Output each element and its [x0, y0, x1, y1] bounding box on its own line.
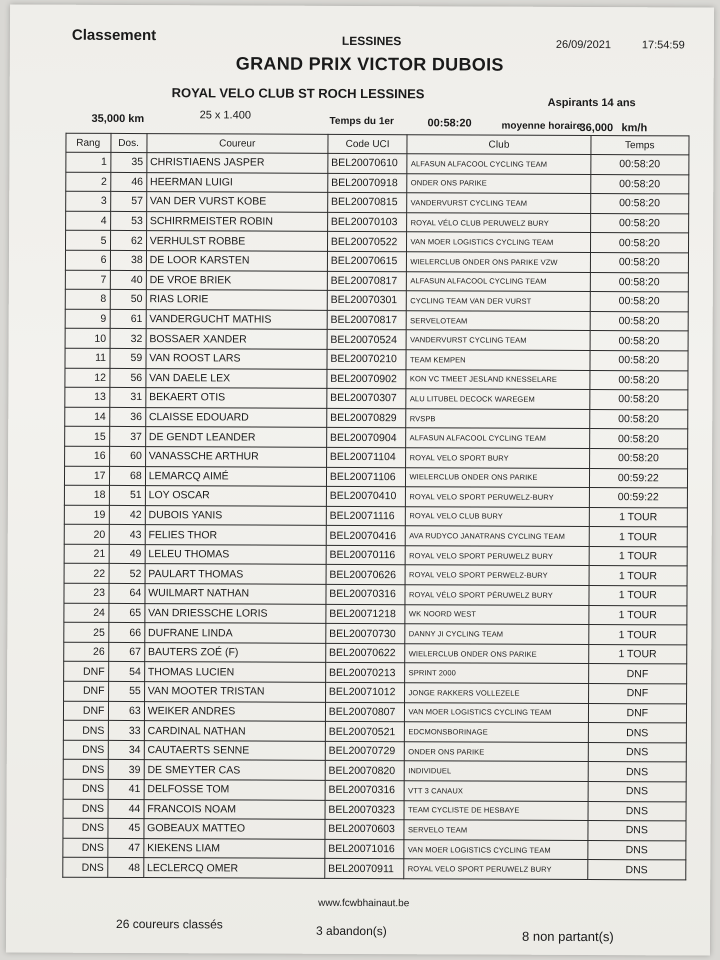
cell-dos: 38: [110, 250, 146, 270]
table-row: [64, 524, 687, 546]
table-row: [65, 368, 688, 390]
cell-temps: 00:58:20: [590, 311, 688, 331]
cell-club: VAN MOER LOGISTICS CYCLING TEAM: [405, 702, 588, 722]
cell-dos: 55: [108, 681, 144, 701]
cell-dos: 35: [110, 152, 146, 172]
cell-coureur: DE VROE BRIEK: [146, 270, 327, 290]
cell-dos: 44: [108, 799, 144, 819]
cell-club: WIELERCLUB ONDER ONS PARIKE: [406, 467, 589, 487]
footer-website: www.fcwbhainaut.be: [318, 897, 410, 910]
first-time-label: Temps du 1er: [329, 115, 394, 128]
table-row: [63, 720, 686, 742]
cell-uci: BEL20070902: [327, 369, 407, 389]
race-laps: 25 x 1.400: [199, 109, 251, 122]
cell-club: EDCMONSBORINAGE: [405, 722, 588, 742]
cell-temps: 00:58:20: [589, 409, 687, 429]
cell-club: ALFASUN ALFACOOL CYCLING TEAM: [406, 428, 589, 448]
cell-coureur: VAN DRIESSCHE LORIS: [145, 603, 326, 623]
cell-rang: DNS: [63, 779, 108, 799]
table-row: [64, 662, 687, 684]
cell-coureur: LECLERCQ OMER: [143, 858, 324, 878]
cell-rang: DNF: [64, 662, 109, 682]
cell-rang: 9: [65, 309, 110, 329]
table-row: [63, 779, 686, 801]
cell-coureur: DE SMEYTER CAS: [144, 760, 325, 780]
cell-dos: 53: [110, 211, 146, 231]
cell-dos: 34: [108, 740, 144, 760]
cell-club: CYCLING TEAM VAN DER VURST: [407, 291, 590, 311]
results-body: [63, 152, 689, 880]
results-table: [62, 133, 689, 881]
print-time: 17:54:59: [641, 39, 685, 52]
cell-club: VAN MOER LOGISTICS CYCLING TEAM: [407, 232, 590, 252]
cell-uci: BEL20070301: [327, 291, 407, 311]
cell-club: RVSPB: [406, 408, 589, 428]
cell-uci: BEL20071106: [326, 467, 406, 487]
cell-coureur: DE LOOR KARSTEN: [146, 251, 327, 271]
table-row: [64, 485, 687, 507]
cell-rang: 20: [64, 524, 109, 544]
cell-temps: 00:58:20: [590, 292, 688, 312]
cell-coureur: CLAISSE EDOUARD: [145, 407, 326, 427]
cell-rang: DNF: [63, 701, 108, 721]
cell-coureur: WUILMART NATHAN: [145, 584, 326, 604]
cell-club: VAN MOER LOGISTICS CYCLING TEAM: [404, 839, 587, 859]
cell-temps: 1 TOUR: [588, 625, 686, 645]
cell-coureur: FELIES THOR: [145, 525, 326, 545]
cell-rang: 8: [65, 289, 110, 309]
cell-uci: BEL20071104: [326, 447, 406, 467]
avg-speed-unit: km/h: [621, 122, 648, 135]
cell-rang: 19: [64, 505, 109, 525]
cell-coureur: WEIKER ANDRES: [144, 701, 325, 721]
cell-temps: 00:58:20: [590, 213, 688, 233]
cell-coureur: DUBOIS YANIS: [145, 505, 326, 525]
cell-uci: BEL20070730: [326, 624, 406, 644]
cell-rang: 3: [66, 191, 111, 211]
cell-uci: BEL20070210: [327, 349, 407, 369]
cell-temps: 00:58:20: [590, 331, 688, 351]
cell-dos: 33: [108, 721, 144, 741]
table-row: [66, 191, 689, 213]
cell-club: ROYAL VÉLO SPORT PÉRUWELZ BURY: [405, 585, 588, 605]
cell-uci: BEL20071116: [326, 506, 406, 526]
cell-club: TEAM CYCLISTE DE HESBAYE: [405, 800, 588, 820]
footer-non-partants: 8 non partant(s): [521, 928, 614, 945]
cell-club: ROYAL VELO SPORT PERUWELZ-BURY: [406, 487, 589, 507]
cell-uci: BEL20070410: [326, 486, 406, 506]
table-row: [65, 231, 688, 253]
cell-dos: 49: [109, 544, 145, 564]
table-row: [64, 505, 687, 527]
cell-rang: 24: [64, 603, 109, 623]
cell-uci: BEL20070615: [327, 251, 407, 271]
cell-dos: 57: [110, 192, 146, 212]
cell-temps: 00:58:20: [590, 252, 688, 272]
cell-dos: 63: [108, 701, 144, 721]
cell-club: ROYAL VÉLO CLUB PERUWELZ BURY: [407, 212, 590, 232]
cell-club: TEAM KEMPEN: [406, 350, 589, 370]
cell-uci: BEL20070829: [327, 408, 407, 428]
table-row: [66, 172, 689, 194]
cell-uci: BEL20070116: [326, 545, 406, 565]
cell-dos: 42: [109, 505, 145, 525]
table-row: [63, 818, 686, 840]
cell-rang: 2: [66, 172, 111, 192]
cell-temps: 00:58:20: [589, 390, 687, 410]
cell-dos: 43: [109, 525, 145, 545]
cell-dos: 66: [108, 623, 144, 643]
cell-club: AVA RUDYCO JANATRANS CYCLING TEAM: [406, 526, 589, 546]
cell-uci: BEL20070524: [327, 330, 407, 350]
table-row: [65, 329, 688, 351]
cell-temps: DNS: [588, 801, 686, 821]
results-sheet: [6, 4, 714, 955]
cell-coureur: SCHIRRMEISTER ROBIN: [146, 211, 327, 231]
cell-club: VANDERVURST CYCLING TEAM: [407, 193, 590, 213]
cell-club: ALU LITUBEL DECOCK WAREGEM: [406, 389, 589, 409]
cell-rang: 11: [65, 348, 110, 368]
table-row: [63, 838, 686, 860]
cell-uci: BEL20070918: [328, 173, 408, 193]
cell-uci: BEL20071012: [325, 682, 405, 702]
cell-coureur: FRANCOIS NOAM: [144, 799, 325, 819]
col-rang: Rang: [66, 133, 111, 152]
cell-uci: BEL20070416: [326, 526, 406, 546]
cell-dos: 61: [110, 309, 146, 329]
cell-rang: DNS: [63, 799, 108, 819]
cell-dos: 47: [107, 838, 143, 858]
organizer-club: ROYAL VELO CLUB ST ROCH LESSINES: [171, 85, 425, 102]
cell-dos: 31: [109, 388, 145, 408]
cell-dos: 36: [109, 407, 145, 427]
cell-temps: DNS: [588, 840, 686, 860]
cell-dos: 65: [108, 603, 144, 623]
cell-dos: 62: [110, 231, 146, 251]
cell-dos: 67: [108, 642, 144, 662]
cell-temps: 1 TOUR: [588, 644, 686, 664]
cell-dos: 48: [107, 858, 143, 878]
table-row: [63, 740, 686, 762]
cell-temps: 1 TOUR: [589, 507, 687, 527]
cell-dos: 56: [109, 368, 145, 388]
table-row: [65, 387, 688, 409]
cell-uci: BEL20070817: [327, 310, 407, 330]
cell-temps: 00:58:20: [590, 370, 688, 390]
col-dos: Dos.: [110, 133, 146, 152]
cell-coureur: LOY OSCAR: [145, 486, 326, 506]
col-uci: Code UCI: [328, 134, 408, 153]
table-row: [64, 544, 687, 566]
cell-club: KON VC TMEET JESLAND KNESSELARE: [406, 369, 589, 389]
cell-rang: DNF: [64, 681, 109, 701]
cell-club: SERVELO TEAM: [404, 820, 587, 840]
cell-temps: 00:59:22: [589, 468, 687, 488]
race-distance: 35,000 km: [91, 112, 145, 126]
footer-abandons: 3 abandon(s): [316, 923, 387, 939]
cell-temps: 00:58:20: [590, 350, 688, 370]
cell-club: WIELERCLUB ONDER ONS PARIKE VZW: [407, 252, 590, 272]
cell-temps: 00:58:20: [590, 174, 688, 194]
cell-dos: 64: [108, 583, 144, 603]
cell-temps: DNF: [588, 703, 686, 723]
cell-rang: 1: [66, 152, 111, 172]
avg-speed-value: 36,000: [579, 121, 614, 135]
cell-club: INDIVIDUEL: [405, 761, 588, 781]
cell-dos: 45: [107, 819, 143, 839]
cell-temps: 1 TOUR: [589, 527, 687, 547]
cell-temps: 1 TOUR: [589, 546, 687, 566]
cell-temps: 1 TOUR: [589, 605, 687, 625]
cell-coureur: VAN DER VURST KOBE: [146, 192, 327, 212]
cell-uci: BEL20070316: [326, 584, 406, 604]
cell-coureur: PAULART THOMAS: [145, 564, 326, 584]
sheet-label: Classement: [71, 26, 157, 45]
col-club: Club: [407, 135, 590, 155]
cell-temps: 00:58:20: [589, 429, 687, 449]
cell-dos: 41: [108, 779, 144, 799]
table-row: [63, 701, 686, 723]
cell-dos: 54: [108, 662, 144, 682]
cell-uci: BEL20070603: [325, 820, 405, 840]
cell-temps: DNS: [587, 860, 685, 880]
cell-club: WK NOORD WEST: [405, 604, 588, 624]
cell-uci: BEL20070626: [326, 565, 406, 585]
table-row: [65, 348, 688, 370]
cell-temps: 00:58:20: [590, 233, 688, 253]
cell-club: VTT 3 CANAUX: [405, 781, 588, 801]
cell-temps: 00:58:20: [590, 272, 688, 292]
avg-speed-label: moyenne horaire: [501, 120, 583, 132]
cell-uci: BEL20070911: [325, 859, 405, 879]
cell-uci: BEL20070904: [326, 428, 406, 448]
cell-temps: DNS: [588, 742, 686, 762]
cell-club: ROYAL VELO SPORT PERUWELZ BURY: [406, 546, 589, 566]
cell-coureur: KIEKENS LIAM: [144, 838, 325, 858]
cell-coureur: DE GENDT LEANDER: [145, 427, 326, 447]
cell-coureur: CHRISTIAENS JASPER: [147, 153, 328, 173]
table-row: [64, 681, 687, 703]
cell-dos: 59: [109, 348, 145, 368]
table-row: [64, 622, 687, 644]
cell-coureur: GOBEAUX MATTEO: [144, 819, 325, 839]
cell-rang: 15: [65, 427, 110, 447]
table-row: [63, 760, 686, 782]
cell-dos: 37: [109, 427, 145, 447]
cell-rang: 25: [64, 622, 109, 642]
cell-rang: 6: [65, 250, 110, 270]
col-coureur: Coureur: [147, 134, 328, 154]
cell-club: ROYAL VELO SPORT PERUWELZ BURY: [404, 859, 587, 879]
cell-uci: BEL20070815: [327, 193, 407, 213]
cell-dos: 46: [110, 172, 146, 192]
cell-dos: 40: [110, 270, 146, 290]
table-row: [64, 564, 687, 586]
cell-club: ONDER ONS PARIKE: [405, 742, 588, 762]
cell-rang: 22: [64, 564, 109, 584]
cell-rang: DNS: [63, 760, 108, 780]
first-time-value: 00:58:20: [427, 117, 472, 130]
table-row: [63, 799, 686, 821]
cell-uci: BEL20070316: [325, 780, 405, 800]
cell-dos: 32: [110, 329, 146, 349]
cell-rang: 12: [65, 368, 110, 388]
cell-club: SERVELOTEAM: [407, 310, 590, 330]
cell-coureur: VAN ROOST LARS: [146, 349, 327, 369]
cell-rang: DNS: [63, 858, 108, 878]
col-temps: Temps: [591, 136, 689, 155]
cell-temps: DNF: [588, 664, 686, 684]
cell-rang: DNS: [63, 720, 108, 740]
cell-rang: 17: [64, 466, 109, 486]
cell-coureur: VANDERGUCHT MATHIS: [146, 309, 327, 329]
cell-temps: DNS: [588, 762, 686, 782]
cell-rang: 26: [64, 642, 109, 662]
cell-uci: BEL20070522: [327, 232, 407, 252]
cell-rang: 23: [64, 583, 109, 603]
cell-coureur: VANASSCHE ARTHUR: [145, 446, 326, 466]
cell-rang: 13: [65, 387, 110, 407]
cell-temps: DNS: [588, 723, 686, 743]
cell-club: SPRINT 2000: [405, 663, 588, 683]
cell-temps: 00:58:20: [590, 194, 688, 214]
cell-uci: BEL20070807: [325, 702, 405, 722]
cell-temps: 00:59:22: [589, 488, 687, 508]
cell-rang: 14: [65, 407, 110, 427]
cell-coureur: DUFRANE LINDA: [145, 623, 326, 643]
cell-club: VANDERVURST CYCLING TEAM: [407, 330, 590, 350]
table-row: [65, 446, 688, 468]
cell-uci: BEL20070729: [325, 741, 405, 761]
table-row: [65, 270, 688, 292]
print-date: 26/09/2021: [555, 38, 611, 52]
cell-uci: BEL20070323: [325, 800, 405, 820]
cell-coureur: CAUTAERTS SENNE: [144, 740, 325, 760]
cell-temps: 1 TOUR: [589, 566, 687, 586]
cell-coureur: VERHULST ROBBE: [146, 231, 327, 251]
cell-club: ONDER ONS PARIKE: [407, 173, 590, 193]
cell-rang: 7: [65, 270, 110, 290]
cell-uci: BEL20070817: [327, 271, 407, 291]
cell-uci: BEL20070307: [327, 388, 407, 408]
cell-rang: DNS: [63, 838, 108, 858]
table-row: [66, 152, 689, 174]
cell-club: WIELERCLUB ONDER ONS PARIKE: [405, 644, 588, 664]
cell-temps: DNS: [588, 781, 686, 801]
table-row: [64, 466, 687, 488]
cell-club: ROYAL VELO CLUB BURY: [406, 506, 589, 526]
cell-uci: BEL20070622: [326, 643, 406, 663]
race-title: GRAND PRIX VICTOR DUBOIS: [235, 53, 504, 75]
cell-club: ALFASUN ALFACOOL CYCLING TEAM: [407, 154, 590, 174]
cell-coureur: RIAS LORIE: [146, 290, 327, 310]
cell-coureur: THOMAS LUCIEN: [144, 662, 325, 682]
cell-club: DANNY JI CYCLING TEAM: [405, 624, 588, 644]
cell-coureur: BOSSAER XANDER: [146, 329, 327, 349]
table-row: [65, 289, 688, 311]
cell-rang: DNS: [63, 740, 108, 760]
table-row: [65, 309, 688, 331]
cell-rang: 5: [65, 231, 110, 251]
table-row: [66, 211, 689, 233]
cell-uci: BEL20070610: [328, 153, 408, 173]
cell-coureur: BEKAERT OTIS: [146, 388, 327, 408]
cell-rang: 16: [65, 446, 110, 466]
cell-coureur: VAN MOOTER TRISTAN: [144, 682, 325, 702]
table-row: [65, 250, 688, 272]
cell-coureur: LEMARCQ AIMÉ: [145, 466, 326, 486]
cell-coureur: LELEU THOMAS: [145, 544, 326, 564]
race-category: Aspirants 14 ans: [547, 96, 636, 110]
cell-club: ALFASUN ALFACOOL CYCLING TEAM: [407, 271, 590, 291]
cell-dos: 50: [110, 290, 146, 310]
cell-uci: BEL20071016: [325, 839, 405, 859]
cell-coureur: BAUTERS ZOÉ (F): [144, 642, 325, 662]
cell-temps: DNF: [588, 684, 686, 704]
race-city: LESSINES: [341, 33, 402, 49]
cell-uci: BEL20070213: [325, 663, 405, 683]
cell-temps: 1 TOUR: [589, 586, 687, 606]
table-row: [65, 427, 688, 449]
cell-club: ROYAL VELO SPORT PERWELZ-BURY: [406, 565, 589, 585]
cell-rang: 4: [66, 211, 111, 231]
cell-coureur: DELFOSSE TOM: [144, 780, 325, 800]
cell-uci: BEL20070521: [325, 722, 405, 742]
cell-coureur: VAN DAELE LEX: [146, 368, 327, 388]
cell-temps: 00:58:20: [589, 448, 687, 468]
table-row: [65, 407, 688, 429]
cell-dos: 39: [108, 760, 144, 780]
table-row: [63, 858, 686, 880]
cell-coureur: CARDINAL NATHAN: [144, 721, 325, 741]
table-row: [64, 583, 687, 605]
cell-rang: 21: [64, 544, 109, 564]
cell-rang: DNS: [63, 818, 108, 838]
cell-dos: 52: [109, 564, 145, 584]
cell-rang: 10: [65, 329, 110, 349]
cell-dos: 51: [109, 485, 145, 505]
cell-club: ROYAL VELO SPORT BURY: [406, 448, 589, 468]
cell-uci: BEL20070103: [327, 212, 407, 232]
cell-dos: 68: [109, 466, 145, 486]
table-row: [64, 603, 687, 625]
cell-temps: 00:58:20: [590, 155, 688, 175]
cell-uci: BEL20070820: [325, 761, 405, 781]
cell-temps: DNS: [588, 821, 686, 841]
footer-classified: 26 coureurs classés: [116, 916, 223, 932]
cell-dos: 60: [109, 446, 145, 466]
cell-coureur: HEERMAN LUIGI: [146, 172, 327, 192]
cell-club: JONGE RAKKERS VOLLEZELE: [405, 683, 588, 703]
table-row: [64, 642, 687, 664]
cell-rang: 18: [64, 485, 109, 505]
cell-uci: BEL20071218: [326, 604, 406, 624]
